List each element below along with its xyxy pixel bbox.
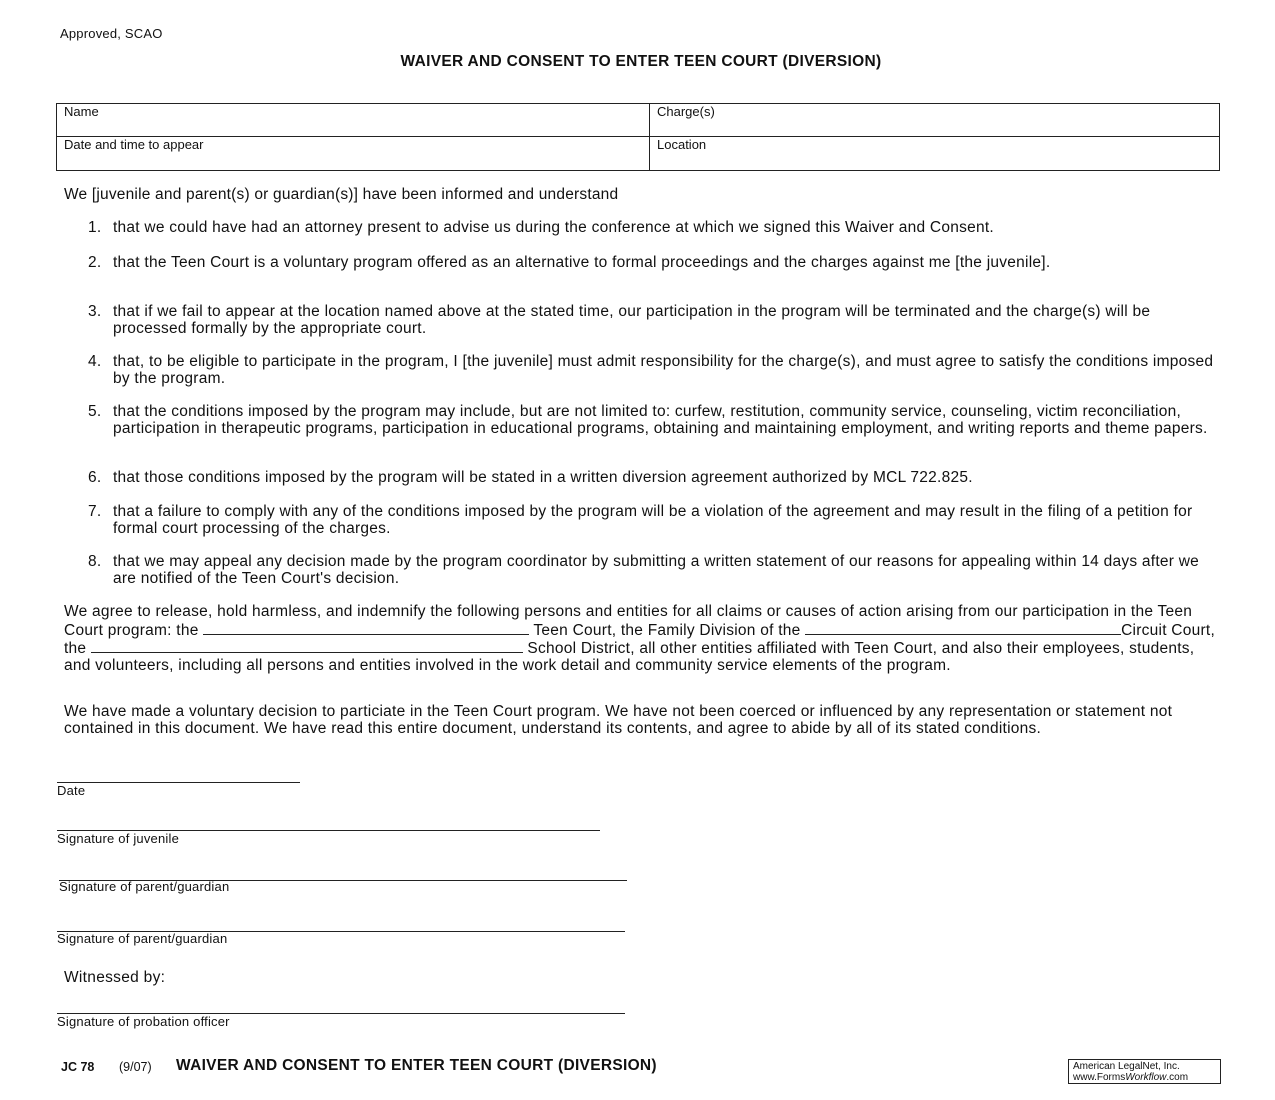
item-text: that the conditions imposed by the program may include, but are not limited to: curfew, restitution, community service, counseling, victim reconciliation, participation in therapeutic programs, participation in educational programs, obtaining and maintaining employment, and writing reports and theme papers.	[113, 403, 1208, 437]
juvenile-signature-label: Signature of juvenile	[57, 831, 179, 846]
location-label: Location	[657, 137, 707, 152]
list-item	[88, 304, 1223, 337]
vendor-url-italic: Workflow	[1125, 1072, 1167, 1083]
date-time-field[interactable]	[57, 137, 650, 170]
item-text: that those conditions imposed by the program will be stated in a written diversion agreement authorized by MCL 722.825.	[113, 469, 973, 486]
name-label: Name	[64, 104, 99, 119]
school-district-blank[interactable]	[91, 639, 523, 653]
item-number: 4.	[88, 353, 102, 370]
vendor-name: American LegalNet, Inc.	[1073, 1061, 1180, 1072]
parent2-signature-label: Signature of parent/guardian	[57, 931, 228, 946]
list-item	[88, 470, 1223, 487]
release-text-3: Circuit Court, the	[64, 621, 1216, 657]
release-text-2: Teen Court, the Family Division of the	[529, 621, 806, 639]
intro-text: We [juvenile and parent(s) or guardian(s)] have been informed and understand	[64, 186, 619, 203]
form-code: JC 78	[61, 1060, 95, 1074]
item-text: that a failure to comply with any of the conditions imposed by the program will be a violation of the agreement and may result in the filing of a petition for formal court processing of the charges.	[113, 503, 1193, 537]
name-field[interactable]	[57, 104, 650, 137]
date-signature-label: Date	[57, 783, 86, 798]
item-text: that we could have had an attorney present to advise us during the conference at which we signed this Waiver and Consent.	[113, 219, 994, 236]
vendor-url-suffix: .com	[1166, 1072, 1189, 1083]
item-text: that the Teen Court is a voluntary program offered as an alternative to formal proceedings and the charges against me [the juvenile].	[113, 254, 1051, 271]
circuit-court-blank[interactable]	[805, 621, 1121, 635]
probation-signature-label: Signature of probation officer	[57, 1014, 230, 1029]
voluntary-paragraph: We have made a voluntary decision to particiate in the Teen Court program. We have not been coerced or influenced by any representation or statement not contained in this document. We have read this entire document, understand its contents, and agree to abide by all of its stated conditions.	[64, 703, 1173, 737]
item-number: 8.	[88, 553, 102, 570]
case-info-table	[56, 103, 1220, 171]
item-number: 5.	[88, 403, 102, 420]
list-item	[88, 504, 1223, 537]
vendor-box	[1068, 1059, 1221, 1084]
release-text-1: We agree to release, hold harmless, and indemnify the following persons and entities for all claims or causes of action arising from our participation in the Teen Court program: the	[64, 603, 1193, 639]
item-number: 1.	[88, 219, 102, 236]
item-number: 2.	[88, 254, 102, 271]
form-revision-date: (9/07)	[119, 1060, 152, 1074]
item-number: 6.	[88, 469, 102, 486]
list-item	[88, 554, 1223, 587]
list-item	[88, 220, 1223, 237]
charges-field[interactable]	[650, 104, 1219, 137]
item-text: that we may appeal any decision made by the program coordinator by submitting a written statement of our reasons for appealing within 14 days after we are notified of the Teen Court's decision.	[113, 553, 1200, 587]
release-text-4: School District, all other entities affiliated with Teen Court, and also their employees, students, and volunteers, including all persons and entities involved in the work detail and community service elements of the program.	[64, 640, 1195, 674]
list-item	[88, 255, 1223, 272]
witnessed-by-label: Witnessed by:	[64, 969, 166, 986]
charges-label: Charge(s)	[657, 104, 715, 119]
date-line[interactable]	[57, 782, 300, 783]
item-text: that, to be eligible to participate in the program, I [the juvenile] must admit responsibility for the charge(s), and must agree to satisfy the conditions imposed by the program.	[113, 353, 1214, 387]
parent1-signature-label: Signature of parent/guardian	[59, 879, 230, 894]
list-item	[88, 404, 1223, 437]
item-text: that if we fail to appear at the location named above at the stated time, our participation in the program will be terminated and the charge(s) will be processed formally by the appropriate court.	[113, 303, 1151, 337]
item-number: 3.	[88, 303, 102, 320]
teen-court-blank[interactable]	[203, 621, 529, 635]
release-paragraph	[64, 604, 1224, 674]
vendor-url-prefix: www.Forms	[1073, 1072, 1126, 1083]
item-number: 7.	[88, 503, 102, 520]
date-time-label: Date and time to appear	[64, 137, 204, 152]
list-item	[88, 354, 1223, 387]
vendor-url	[1073, 1072, 1220, 1083]
approved-label: Approved, SCAO	[60, 26, 163, 41]
location-field[interactable]	[650, 137, 1219, 170]
form-title: WAIVER AND CONSENT TO ENTER TEEN COURT (DIVERSION)	[400, 53, 882, 70]
footer-title: WAIVER AND CONSENT TO ENTER TEEN COURT (DIVERSION)	[176, 1057, 657, 1074]
